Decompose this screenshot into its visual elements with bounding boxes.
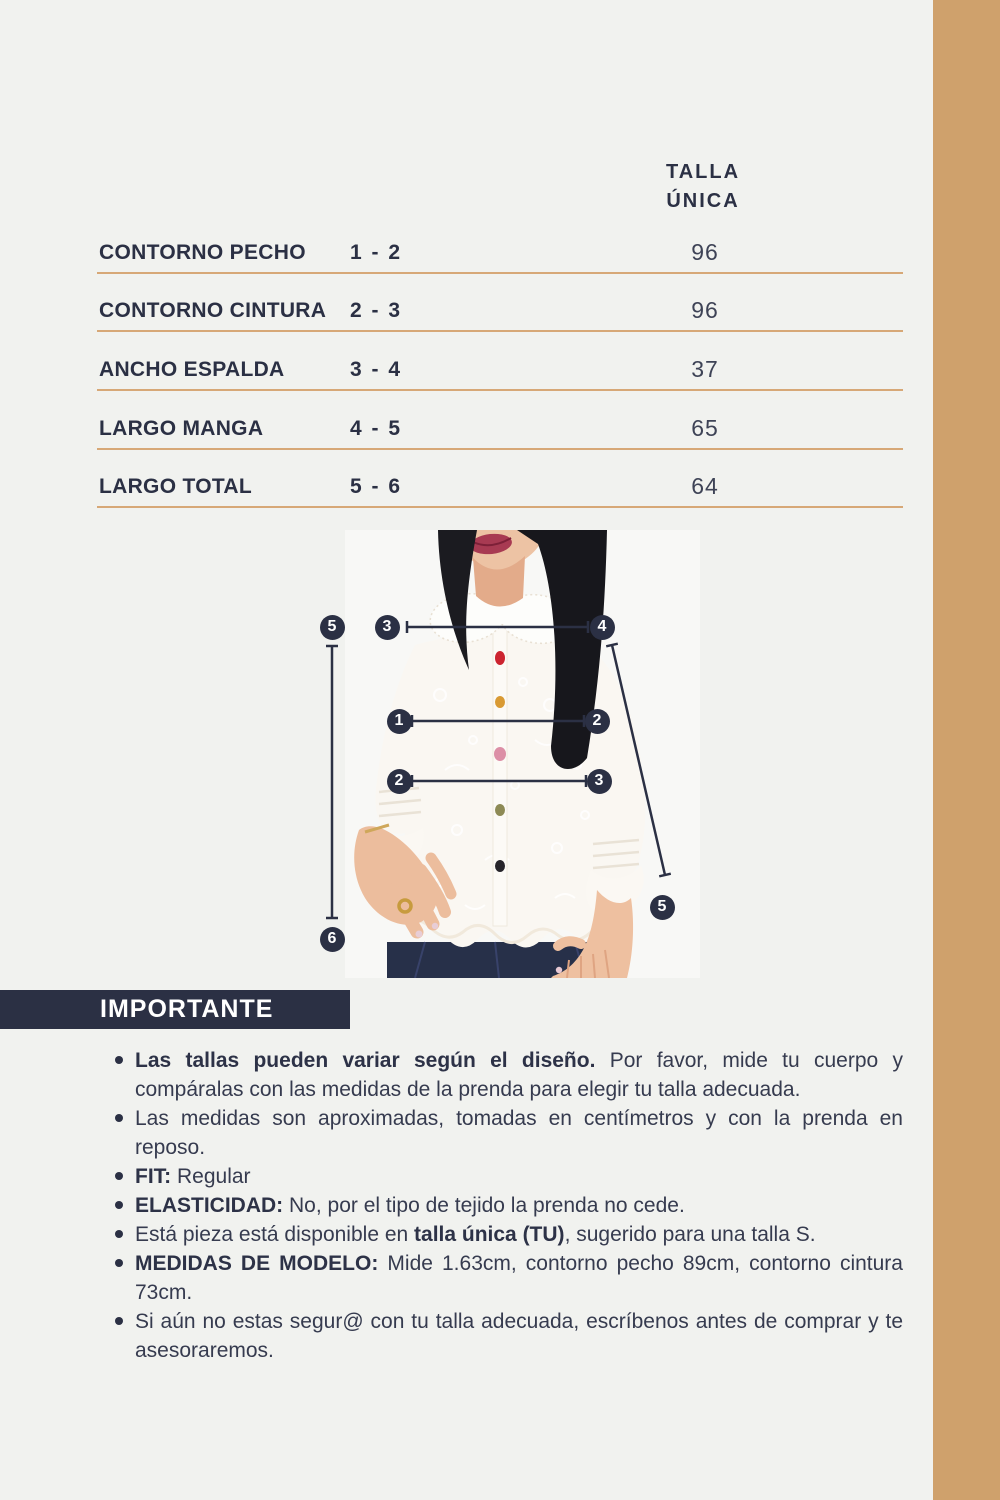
table-row (97, 332, 903, 391)
row-value: 96 (691, 238, 719, 265)
note-item (114, 1307, 903, 1365)
row-marker-range: 5 - 6 (350, 475, 403, 499)
bullet-dot (115, 1172, 123, 1180)
bullet-dot (115, 1230, 123, 1238)
note-bold: talla única (TU) (414, 1223, 565, 1246)
marker-waist-right: 3 (587, 769, 612, 794)
note-item (114, 1191, 903, 1220)
note-item (114, 1249, 903, 1307)
marker-chest-right: 2 (585, 709, 610, 734)
row-marker-range: 3 - 4 (350, 358, 403, 382)
row-label: CONTORNO PECHO (99, 240, 306, 264)
row-value: 96 (691, 297, 719, 324)
note-post: , sugerido para una talla S. (564, 1223, 816, 1246)
bullet-dot (115, 1317, 123, 1325)
right-accent-stripe (933, 0, 1000, 1500)
note-item (114, 1104, 903, 1162)
note-bold: ELASTICIDAD: (135, 1194, 284, 1217)
note-post: Mide 1.63cm, contorno pecho 89cm, contorno cintura 73cm. (135, 1252, 903, 1304)
table-row (97, 391, 903, 450)
importante-banner (0, 990, 350, 1029)
note-bold: Las tallas pueden variar según el diseño. (135, 1049, 596, 1072)
row-value: 64 (691, 473, 719, 500)
importante-title: IMPORTANTE (100, 995, 274, 1023)
note-item (114, 1220, 903, 1249)
measurements-table (97, 215, 903, 508)
notes-list (114, 1046, 903, 1365)
note-post: No, por el tipo de tejido la prenda no cede. (283, 1194, 685, 1217)
row-label: CONTORNO CINTURA (99, 299, 327, 323)
bullet-dot (115, 1201, 123, 1209)
size-header-line1: TALLA (665, 161, 741, 183)
note-item (114, 1046, 903, 1104)
note-post: Por favor, mide tu cuerpo y compáralas con las medidas de la prenda para elegir tu talla adecuada. (135, 1049, 903, 1101)
note-pre: Está pieza está disponible en (135, 1223, 415, 1246)
note-pre: Si aún no estas segur@ con tu talla adecuada, escríbenos antes de comprar y te asesoraremos. (135, 1310, 903, 1362)
note-post: Regular (171, 1165, 251, 1188)
marker-total-top: 5 (320, 615, 345, 640)
marker-waist-left: 2 (387, 769, 412, 794)
note-bold: FIT: (135, 1165, 172, 1188)
bullet-dot (115, 1056, 123, 1064)
row-value: 65 (691, 414, 719, 441)
row-marker-range: 1 - 2 (350, 240, 403, 264)
marker-back-left: 3 (375, 615, 400, 640)
marker-chest-left: 1 (387, 709, 412, 734)
marker-total-bottom: 6 (320, 927, 345, 952)
marker-sleeve-end: 5 (650, 895, 675, 920)
bullet-dot (115, 1114, 123, 1122)
note-item (114, 1162, 903, 1191)
table-row (97, 274, 903, 333)
row-marker-range: 4 - 5 (350, 416, 403, 440)
bullet-dot (115, 1259, 123, 1267)
row-marker-range: 2 - 3 (350, 299, 403, 323)
marker-back-right: 4 (590, 615, 615, 640)
row-label: ANCHO ESPALDA (99, 358, 285, 382)
size-header-line2: ÚNICA (666, 190, 740, 212)
note-bold: MEDIDAS DE MODELO: (135, 1252, 379, 1275)
note-pre: Las medidas son aproximadas, tomadas en centímetros y con la prenda en reposo. (135, 1107, 903, 1159)
size-column-header (600, 158, 806, 216)
model-photo (345, 530, 700, 978)
model-photo-illustration (345, 530, 700, 978)
row-label: LARGO MANGA (99, 416, 264, 440)
row-label: LARGO TOTAL (99, 475, 253, 499)
table-row (97, 215, 903, 274)
row-value: 37 (691, 356, 719, 383)
table-row (97, 450, 903, 509)
